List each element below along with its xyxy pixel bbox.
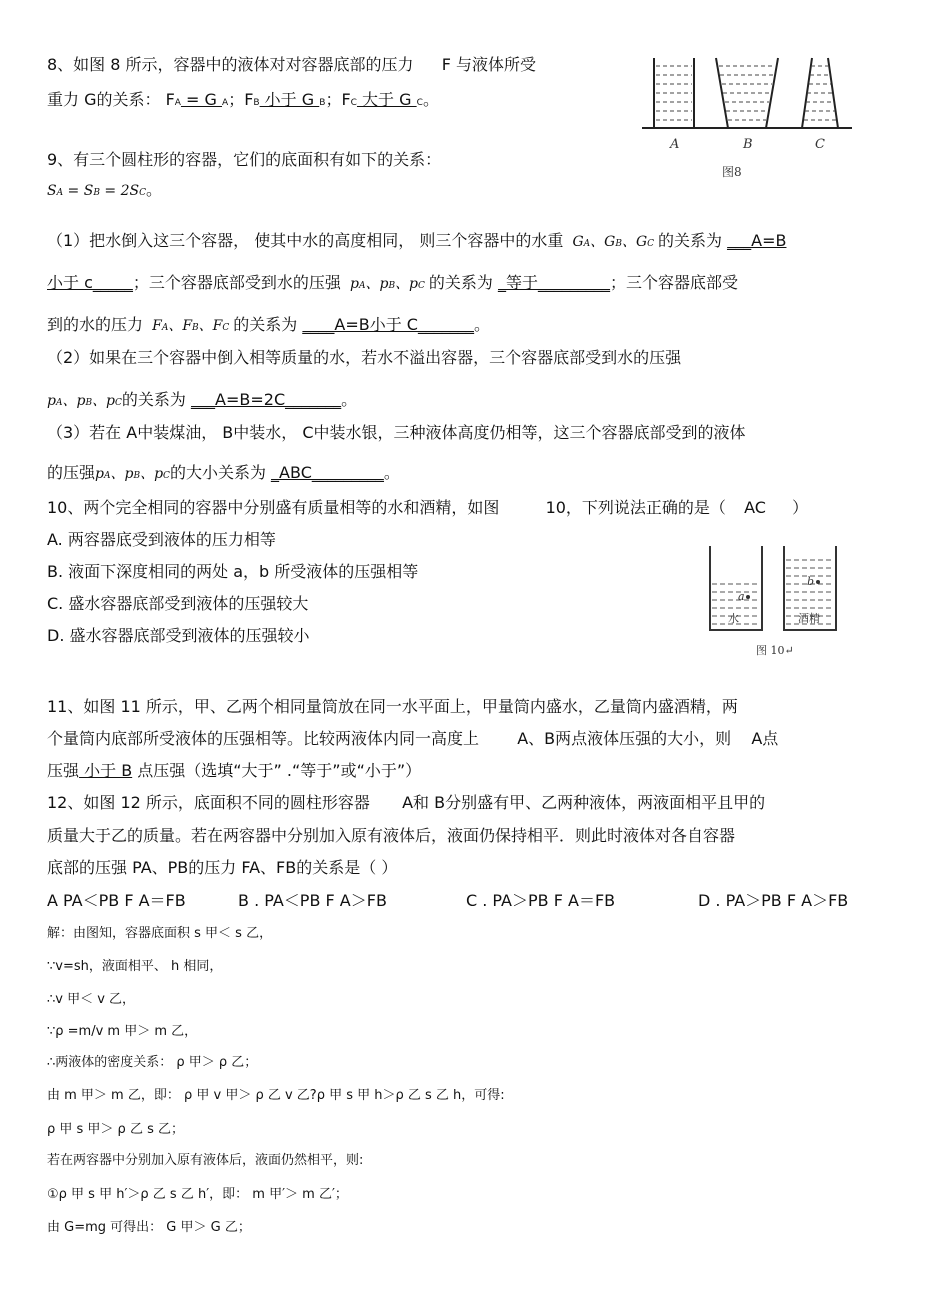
q10-option-a: A. 两容器底受到液体的压力相等 [47,530,276,549]
q11-answer: 小于 B [79,761,133,780]
alcohol-label: 酒精 [798,612,820,625]
beaker-water [710,546,762,630]
q9-p1 [47,231,786,254]
q10-text: 10，下列说法正确的是（ [545,498,726,517]
solution-line: ρ 甲 s 甲＞ ρ 乙 s 乙； [47,1122,184,1137]
q8-text: F 与液体所受 [441,55,537,74]
figure-8-caption: 图8 [722,165,742,179]
figure-8 [640,50,855,189]
q8-text: ；F [228,90,254,109]
q12-option-b: B . PA＜PB F A＞FB [238,891,387,910]
q11-line3 [47,761,421,781]
q9-p7 [47,463,400,486]
q9-line1: 9、有三个圆柱形的容器，它们的底面积有如下的关系： [47,150,442,169]
subscript: A [174,98,181,108]
solution-line: ∵ρ =m/v m 甲＞ m 乙， [47,1024,198,1039]
q9-text: ；三个容器底部受到水的压强 [132,273,341,292]
q12-line2: 质量大于乙的质量。若在两容器中分别加入原有液体后，液面仍保持相平．则此时液体对各自容器 [47,826,736,845]
solution-line: 由 G=mg 可得出： G 甲＞ G 乙； [47,1220,251,1235]
answer-force-relation: ____A=B小于 C_______ [302,315,474,334]
area-relation-formula: SA = SB = 2SC [47,183,146,199]
answer-fc: 大于 G [356,90,417,109]
q9-p6: （3）若在 A中装煤油， B中装水， C中装水银，三种液体高度仍相等，这三个容器底部受到的液体 [47,423,746,442]
q8-line2 [47,90,439,113]
q9-text: ；三个容器底部受 [610,273,739,292]
answer-fb: 小于 G [259,90,320,109]
answer-weight-relation-cont: 小于 c_____ [47,273,133,292]
q11-line2 [47,729,778,749]
q12-text: A和 B分别盛有甲、乙两种液体，两液面相平且甲的 [402,793,766,812]
solution-line: ∴v 甲＜ v 乙， [47,992,136,1007]
q9-text: 。 [145,180,162,199]
q9-text: 。 [473,315,490,334]
q9-text: 的关系为 [233,315,298,334]
q12-option-d: D . PA＞PB F A＞FB [698,891,849,910]
q9-text: 。 [383,463,400,482]
q9-text: 到的水的压力 [47,315,144,334]
q9-text: 的压强 [47,463,96,482]
q9-text: 的关系为 [428,273,493,292]
q10-stem [47,498,808,518]
answer-weight-relation: ___A=B [727,231,787,250]
pressure-symbols: pA、pB、pC [47,393,122,409]
point-a-label: a [738,590,745,603]
q12-text: 12、如图 12 所示，底面积不同的圆柱形容器 [47,793,370,812]
q9-p3 [47,315,490,338]
figure-10-drawing [700,538,850,668]
solution-line: 解：由图知，容器底面积 s 甲＜ s 乙， [47,926,273,941]
answer-liquid-pressure: _ABC_________ [271,463,384,482]
q10-text: 10、两个完全相同的容器中分别盛有质量相等的水和酒精，如图 [47,498,500,517]
q12-line1 [47,793,765,813]
q8-text: 。 [422,90,439,109]
q9-p4: （2）如果在三个容器中倒入相等质量的水，若水不溢出容器，三个容器底部受到水的压强 [47,348,682,367]
q11-line1: 11、如图 11 所示，甲、乙两个相同量筒放在同一水平面上，甲量筒内盛水，乙量筒内盛酒精，两 [47,697,738,716]
q9-text: 的大小关系为 [169,463,266,482]
point-b-label: b [807,575,815,588]
q11-text: 点压强（选填“大于” .“等于”或“小于”） [132,761,422,780]
beaker-alcohol [784,546,836,630]
q9-formula-line [47,180,162,203]
answer-pressure-relation: _等于_________ [498,273,611,292]
q8-text: 8、如图 8 所示，容器中的液体对对容器底部的压力 [47,55,414,74]
figure-10-caption: 图 10↵ [756,644,794,657]
pressure-symbols: pA、pB、pC [95,466,170,482]
q10-option-b: B. 液面下深度相同的两处 a，b 所受液体的压强相等 [47,562,419,581]
answer-fa: = G [180,90,223,109]
q11-text: 压强 [47,761,80,780]
container-c [802,58,838,128]
q8-text: ；F [325,90,351,109]
q8-line1 [47,55,536,75]
container-b [716,58,778,128]
solution-line: ∵v=sh，液面相平、 h 相同， [47,959,223,974]
q10-text: ） [792,498,809,517]
label-c: C [815,137,825,152]
label-b: B [743,137,753,152]
container-a [654,58,694,128]
q12-option-c: C . PA＞PB F A＝FB [466,891,616,910]
answer-equal-mass-pressure: ___A=B=2C_______ [191,390,342,409]
q11-text: A点 [751,729,779,748]
subscript: B [319,98,326,108]
q10-answer: AC [744,498,766,517]
q9-p2 [47,273,738,296]
q10-option-d: D. 盛水容器底部受到液体的压强较小 [47,626,310,645]
solution-line: ①ρ 甲 s 甲 h′＞ρ 乙 s 乙 h′，即： m 甲′＞ m 乙′； [47,1187,348,1202]
q12-option-a: A PA＜PB F A＝FB [47,891,186,910]
solution-line: 由 m 甲＞ m 乙，即： ρ 甲 v 甲＞ ρ 乙 v 乙?ρ 甲 s 甲 h＞ρ 乙 s 乙 h，可得: [47,1088,505,1103]
solution-line: 若在两容器中分别加入原有液体后，液面仍然相平，则: [47,1153,364,1168]
figure-10 [700,538,850,672]
q10-option-c: C. 盛水容器底部受到液体的压强较大 [47,594,309,613]
label-a: A [670,137,680,152]
pressure-symbols: pA、pB、pC [350,276,425,292]
q11-text: A、B两点液体压强的大小，则 [517,729,732,748]
q9-text: 的关系为 [658,231,723,250]
solution-line: ∴两液体的密度关系： ρ 甲＞ ρ 乙； [47,1055,258,1070]
subscript: C [350,98,357,108]
q9-text: 的关系为 [121,390,186,409]
q11-text: 个量筒内底部所受液体的压强相等。比较两液体内同一高度上 [47,729,480,748]
q9-p5 [47,390,357,413]
figure-8-drawing [640,50,855,185]
subscript: C [416,98,423,108]
q8-text: 重力 G的关系： F [47,90,175,109]
q9-text: （1）把水倒入这三个容器， 使其中水的高度相同， 则三个容器中的水重 [47,231,564,250]
subscript: B [253,98,260,108]
water-label: 水 [728,612,739,625]
q12-line3: 底部的压强 PA、PB的压力 FA、FB的关系是（ ） [47,858,398,877]
q9-text: 。 [341,390,358,409]
force-symbols: FA、FB、FC [152,318,230,334]
weight-symbols: GA、GB、GC [572,234,655,250]
subscript: A [222,98,229,108]
